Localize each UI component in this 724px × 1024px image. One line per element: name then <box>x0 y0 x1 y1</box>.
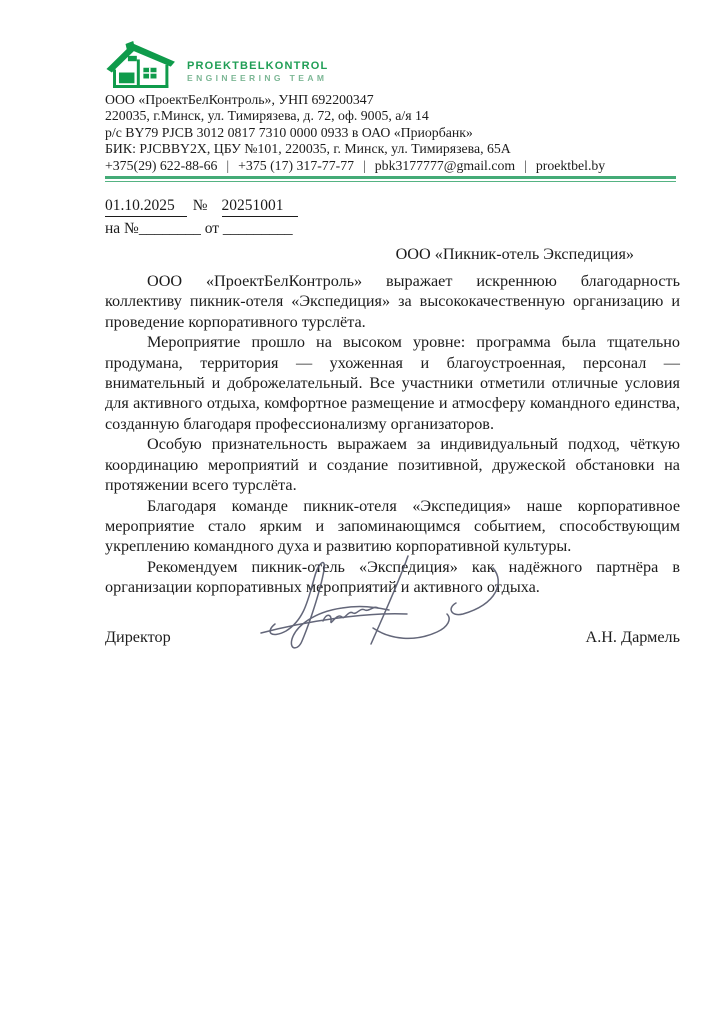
recipient-name: ООО «Пикник-отель Экспедиция» <box>395 245 634 264</box>
company-logo <box>105 36 680 90</box>
company-name-line: ООО «ПроектБелКонтроль», УНП 692200347 <box>105 92 374 107</box>
house-logo-icon <box>105 38 177 88</box>
letter-date: 01.10.2025 <box>105 196 187 217</box>
bank-account-line: р/с BY79 PJCB 3012 0817 7310 0000 0933 в ОАО «Приорбанк» <box>105 124 473 140</box>
reply-blank-date: _________ <box>222 220 293 238</box>
header-separator <box>105 176 676 182</box>
outgoing-ref-line <box>105 196 680 217</box>
reply-from-label: от <box>204 220 220 238</box>
bank-bic-line: БИК: PJCBBY2X, ЦБУ №101, 220035, г. Минск, ул. Тимирязева, 65А <box>105 141 511 157</box>
phone-secondary: +375 (17) 317-77-77 <box>238 157 354 173</box>
paragraph-impact: Благодаря команде пикник-отеля «Экспедиция» наше корпоративное мероприятие стало ярким и запоминающимся событием, способствующим укреплению командного духа и развитию корпоративной культуры. <box>105 496 680 556</box>
number-sign: № <box>192 197 208 215</box>
company-requisites <box>105 92 680 174</box>
reply-blank-number: ________ <box>138 220 201 238</box>
website-text: proektbel.by <box>535 157 606 173</box>
brand-name: proektbelkontrol <box>187 56 329 74</box>
letter-number: 20251001 <box>222 196 298 217</box>
reply-prefix: на № <box>105 220 139 238</box>
paragraph-gratitude: ООО «ПроектБелКонтроль» выражает искреннюю благодарность коллективу пикник-отеля «Экспедиция» за высококачественную организацию и проведение корпоративного турслёта. <box>105 272 680 331</box>
phone-primary: +375(29) 622-88-66 <box>105 157 218 173</box>
paragraph-appreciation: Особую признательность выражаем за индивидуальный подход, чёткую координацию мероприятий и создание позитивной, дружеской обстановки на протяжении всего турслёта. <box>105 435 680 495</box>
signer-title: Директор <box>105 627 171 646</box>
divider: | <box>524 157 527 173</box>
brand-text <box>187 43 328 83</box>
divider: | <box>226 157 230 173</box>
reply-ref-line <box>105 219 680 239</box>
reference-block <box>105 196 680 239</box>
brand-subtitle: ENGINEERING TEAM <box>187 72 328 83</box>
contact-line <box>105 158 680 174</box>
paragraph-recommendation: Рекомендуем пикник-отель «Экспедиция» как надёжного партнёра в организации корпоративных мероприятий и активного отдыха. <box>105 557 680 597</box>
divider: | <box>363 157 366 173</box>
email-text: pbk3177777@gmail.com <box>374 157 516 173</box>
letter-body <box>105 271 680 598</box>
paragraph-event-quality: Мероприятие прошло на высоком уровне: программа была тщательно продумана, территория — ухоженная и благоустроенная, персонал — внимательный и доброжелательный. Все участники отметили отличные условия для активного отдыха, комфортное размещение и атмосферу командного единства, созданную благодаря профессионализму организаторов. <box>105 333 680 433</box>
signature-row <box>105 628 680 647</box>
company-address-line: 220035, г.Минск, ул. Тимирязева, д. 72, оф. 9005, а/я 14 <box>105 108 429 124</box>
signer-name: А.Н. Дармель <box>585 627 680 646</box>
